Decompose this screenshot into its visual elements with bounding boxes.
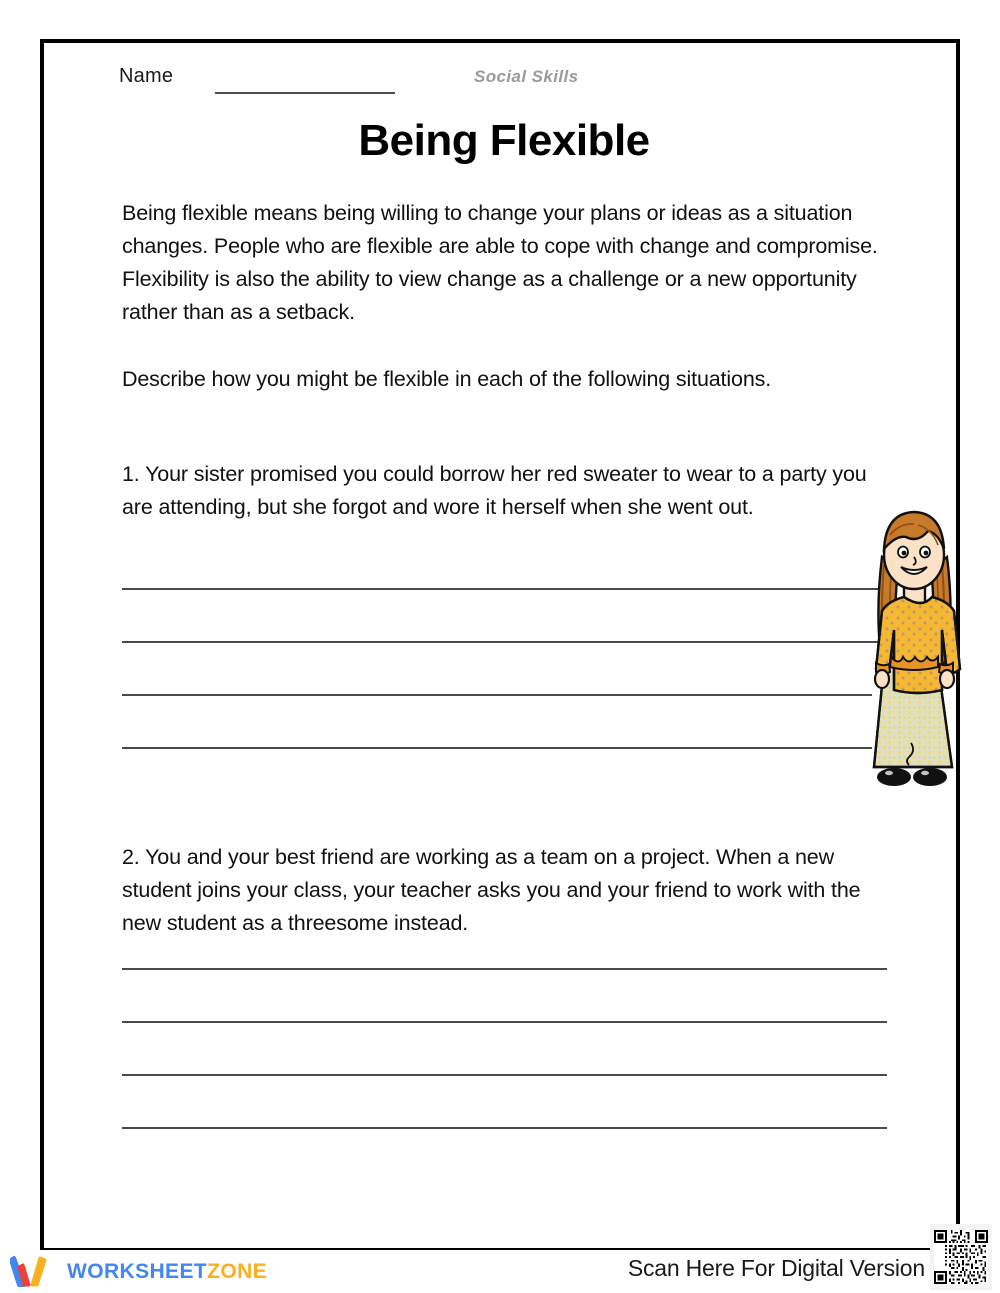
answer-lines-question-2 (122, 968, 892, 1129)
answer-line[interactable] (122, 968, 887, 970)
answer-line[interactable] (122, 641, 887, 643)
girl-illustration (862, 505, 967, 797)
name-input-line[interactable] (215, 92, 395, 94)
subject-label: Social Skills (474, 67, 579, 86)
instruction-text: Describe how you might be flexible in each of the following situations. (122, 367, 772, 391)
scan-instruction-text: Scan Here For Digital Version (627, 1255, 925, 1281)
answer-line[interactable] (122, 1021, 887, 1023)
intro-paragraph: Being flexible means being willing to change your plans or ideas as a situation changes. People who are flexible are able to cope with change and compromise. Flexibility is also the ability to view change as a challenge or a new opportunity rather than as a setback. (122, 201, 878, 324)
answer-lines-question-1 (122, 588, 892, 749)
brand-name (67, 1260, 267, 1284)
worksheet-header (119, 65, 919, 99)
qr-code[interactable] (930, 1224, 992, 1290)
worksheet-page (40, 39, 960, 1252)
footer-bar (0, 1250, 1000, 1293)
question-1-text: 1. Your sister promised you could borrow her red sweater to wear to a party you are attending, but she forgot and wore it herself when she went out. (122, 462, 867, 519)
qr-code-icon (934, 1228, 988, 1286)
brand-worksheet-text: WORKSHEET (67, 1260, 208, 1283)
answer-line[interactable] (122, 694, 872, 696)
worksheet-zone-logo[interactable] (10, 1255, 267, 1289)
question-2-text: 2. You and your best friend are working as a team on a project. When a new student joins your class, your teacher asks you and your friend to work with the new student as a threesome instead. (122, 845, 861, 935)
answer-line[interactable] (122, 747, 872, 749)
answer-line[interactable] (122, 588, 887, 590)
page-title: Being Flexible (358, 116, 650, 165)
answer-line[interactable] (122, 1127, 887, 1129)
answer-line[interactable] (122, 1074, 887, 1076)
w-logo-icon (10, 1255, 58, 1289)
brand-zone-text: ZONE (207, 1260, 268, 1283)
name-label: Name (119, 65, 174, 87)
